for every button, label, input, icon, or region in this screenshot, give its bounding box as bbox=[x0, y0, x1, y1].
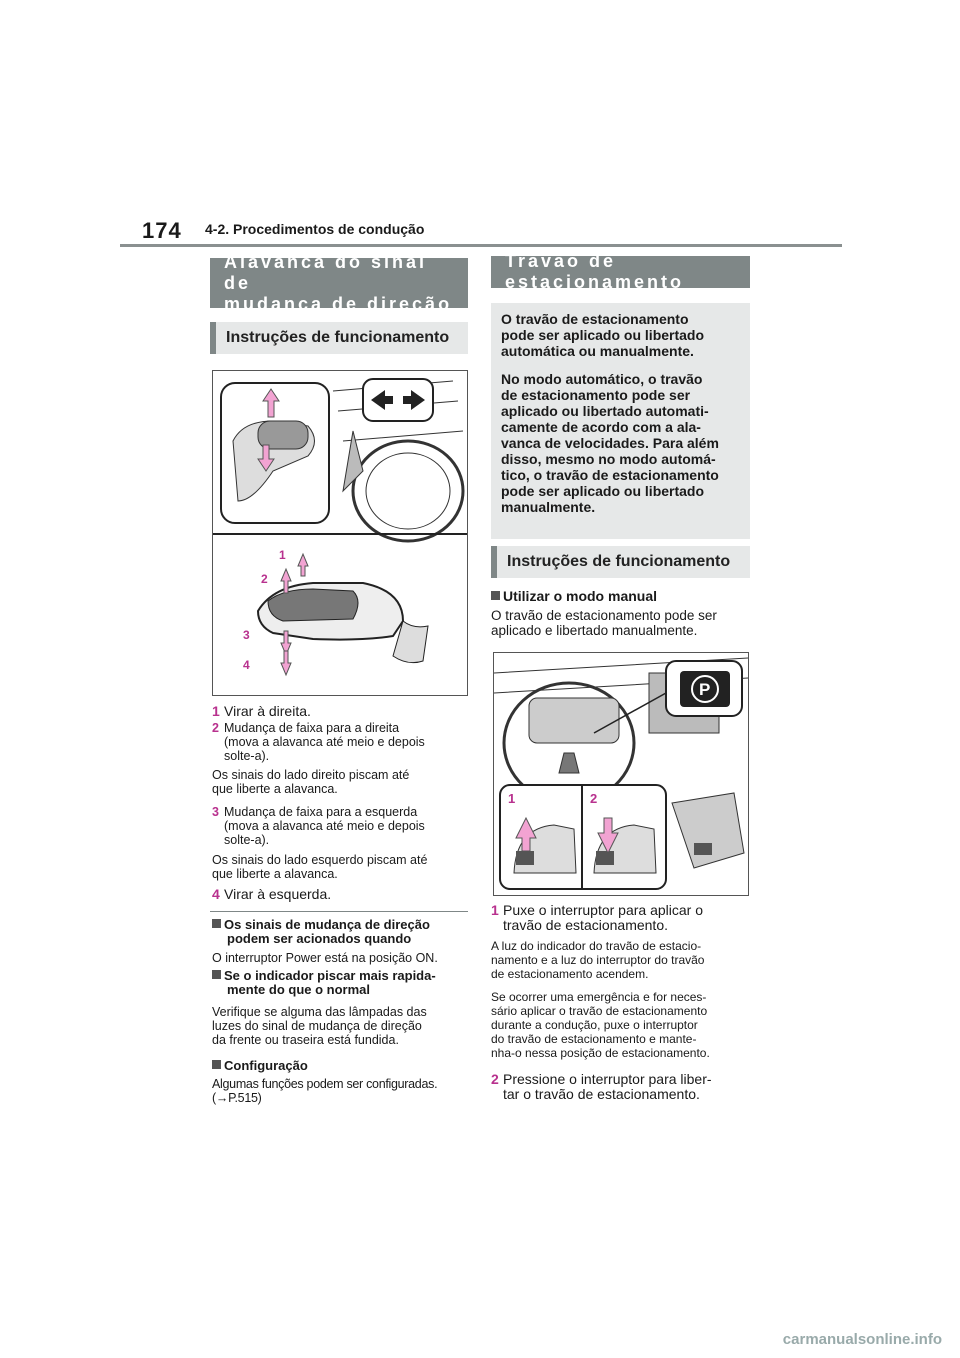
turn-signal-section-band bbox=[210, 251, 468, 314]
manual-mode-body: O travão de estacionamento pode ser aplicado e libertado manualmente. bbox=[491, 608, 717, 638]
figure-label-4: 4 bbox=[243, 658, 250, 672]
band-title: Travão de estacionamento bbox=[505, 251, 685, 292]
right-subhead-label: Instruções de funcionamento bbox=[507, 553, 731, 570]
header-divider bbox=[120, 244, 842, 247]
parking-brake-intro-box: O travão de estacionamento pode ser aplicado ou libertado automática ou manualmente. No modo automático, o travão de estacionamento pode ser aplicado ou libertado automati- camente de acordo com a ala- vanca de velocidades. Para além disso, mesmo no modo automá- tico, o travão de estacionamento pode ser aplicado ou libertado manualmente. bbox=[491, 303, 750, 539]
watermark: carmanualsonline.info bbox=[782, 1331, 942, 1348]
list-item: 4 Virar à esquerda. bbox=[212, 886, 332, 902]
square-bullet-icon bbox=[212, 970, 221, 979]
p-symbol: P bbox=[699, 680, 711, 699]
square-bullet-icon bbox=[212, 919, 221, 928]
parking-brake-figure bbox=[493, 652, 749, 896]
square-bullet-icon bbox=[212, 1060, 221, 1069]
step-item: 2 Pressione o interruptor para liber- tar o travão de estacionamento. bbox=[491, 1071, 712, 1102]
turn-signal-illustration bbox=[213, 371, 467, 695]
notes-divider bbox=[210, 911, 468, 912]
step-note: Se ocorrer uma emergência e for neces- sário aplicar o travão de estacionamento durante a condução, puxe o interruptor do travão de estacionamento e mante- nha-o nessa posição de estacionamento. bbox=[491, 990, 710, 1060]
turn-signal-figure bbox=[212, 370, 468, 696]
left-subhead-label: Instruções de funcionamento bbox=[226, 329, 450, 346]
step-note: A luz do indicador do travão de estacio- namento e a luz do interruptor do travão de estacionamento acendem. bbox=[491, 939, 705, 981]
parking-brake-section-band bbox=[491, 251, 750, 292]
figure-label-2: 2 bbox=[590, 791, 598, 806]
note-heading: Configuração bbox=[212, 1059, 472, 1073]
section-title: 4-2. Procedimentos de condução bbox=[205, 221, 425, 237]
manual-mode-heading: Utilizar o modo manual bbox=[491, 588, 751, 604]
note-body: O interruptor Power está na posição ON. bbox=[212, 951, 438, 965]
figure-label-1: 1 bbox=[508, 791, 516, 806]
band-title-line1: Alavanca do sinal de bbox=[224, 251, 428, 293]
step-item: 1 Puxe o interruptor para aplicar o travão de estacionamento. bbox=[491, 902, 703, 933]
band-title-line2: mudança de direção bbox=[224, 293, 453, 314]
note-heading: Se o indicador piscar mais rapida- mente do que o normal bbox=[212, 969, 472, 997]
page-number: 174 bbox=[142, 218, 182, 243]
note-body: Verifique se alguma das lâmpadas das luzes do sinal de mudança de direção da frente ou traseira está fundida. bbox=[212, 1005, 427, 1047]
left-subhead bbox=[210, 322, 468, 354]
list-note: Os sinais do lado direito piscam até que liberte a alavanca. bbox=[212, 768, 410, 796]
list-note: Os sinais do lado esquerdo piscam até que liberte a alavanca. bbox=[212, 853, 428, 881]
figure-label-3: 3 bbox=[243, 628, 250, 642]
list-item: 3 Mudança de faixa para a esquerda (mova a alavanca até meio e depois solte-a). bbox=[212, 805, 425, 847]
list-item: 2 Mudança de faixa para a direita (mova a alavanca até meio e depois solte-a). bbox=[212, 721, 425, 763]
right-subhead bbox=[491, 546, 750, 578]
note-body: Algumas funções podem ser configuradas. (→P.515) bbox=[212, 1077, 438, 1105]
figure-label-2: 2 bbox=[261, 572, 268, 586]
figure-label-1: 1 bbox=[279, 548, 286, 562]
note-heading: Os sinais de mudança de direção podem ser acionados quando bbox=[212, 918, 472, 946]
square-bullet-icon bbox=[491, 591, 500, 600]
parking-brake-illustration bbox=[494, 653, 748, 895]
list-item: 1 Virar à direita. bbox=[212, 703, 311, 719]
